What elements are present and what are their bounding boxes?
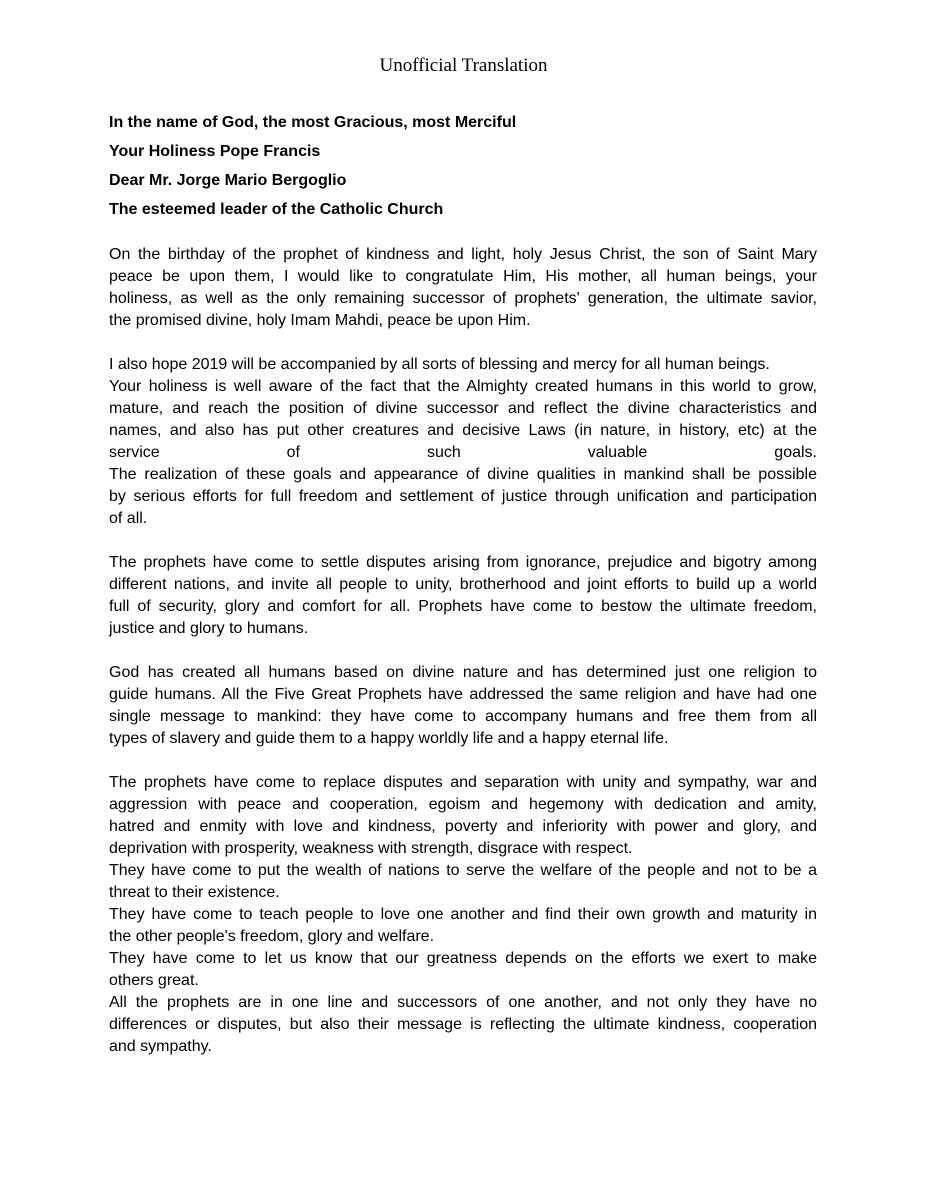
text-line: types of slavery and guide them to a happy worldly life and a happy eternal life. — [109, 730, 669, 747]
salutation-line: In the name of God, the most Gracious, most Merciful — [109, 114, 517, 131]
text-line: aggression with peace and cooperation, egoism and hegemony with dedication and amity, — [109, 796, 817, 813]
letter-body — [109, 244, 817, 1080]
text-line: justice and glory to humans. — [109, 620, 309, 637]
text-line: others great. — [109, 972, 199, 989]
text-line: guide humans. All the Five Great Prophets have addressed the same religion and have had one — [109, 686, 817, 703]
text-line: They have come to teach people to love one another and find their own growth and maturity in — [109, 906, 817, 923]
text-line: different nations, and invite all people to unity, brotherhood and joint efforts to build up a world — [109, 576, 817, 593]
text-line: The prophets have come to replace disputes and separation with unity and sympathy, war and — [109, 774, 817, 791]
salutation-line: Dear Mr. Jorge Mario Bergoglio — [109, 172, 347, 189]
text-line: of all. — [109, 510, 148, 527]
paragraph — [109, 552, 817, 640]
text-line: threat to their existence. — [109, 884, 280, 901]
text-line: I also hope 2019 will be accompanied by all sorts of blessing and mercy for all human beings. — [109, 356, 770, 373]
text-line: by serious efforts for full freedom and settlement of justice through unification and participation — [109, 488, 817, 505]
text-line: The prophets have come to settle disputes arising from ignorance, prejudice and bigotry among — [109, 554, 817, 571]
text-line: the promised divine, holy Imam Mahdi, peace be upon Him. — [109, 312, 531, 329]
text-line: deprivation with prosperity, weakness with strength, disgrace with respect. — [109, 840, 633, 857]
text-line: They have come to put the wealth of nations to serve the welfare of the people and not to be a — [109, 862, 817, 879]
text-line: They have come to let us know that our greatness depends on the efforts we exert to make — [109, 950, 817, 967]
document-title: Unofficial Translation — [379, 55, 548, 76]
text-line: On the birthday of the prophet of kindness and light, holy Jesus Christ, the son of Saint Mary — [109, 246, 817, 263]
text-line: hatred and enmity with love and kindness, poverty and inferiority with power and glory, and — [109, 818, 817, 835]
text-line: holiness, as well as the only remaining successor of prophets' generation, the ultimate savior, — [109, 290, 817, 307]
paragraph — [109, 354, 817, 530]
text-line: single message to mankind: they have come to accompany humans and free them from all — [109, 708, 817, 725]
salutation-line: The esteemed leader of the Catholic Church — [109, 201, 444, 218]
text-line: mature, and reach the position of divine successor and reflect the divine characteristics and — [109, 400, 817, 417]
salutation-line: Your Holiness Pope Francis — [109, 143, 321, 160]
text-line: names, and also has put other creatures and decisive Laws (in nature, in history, etc) at the — [109, 422, 817, 439]
text-line: service of such valuable goals. — [109, 444, 817, 461]
text-line: Your holiness is well aware of the fact that the Almighty created humans in this world to grow, — [109, 378, 817, 395]
text-line: full of security, glory and comfort for all. Prophets have come to bestow the ultimate freedom, — [109, 598, 817, 615]
paragraph — [109, 662, 817, 750]
text-line: and sympathy. — [109, 1038, 212, 1055]
text-line: All the prophets are in one line and successors of one another, and not only they have no — [109, 994, 817, 1011]
paragraph — [109, 244, 817, 332]
text-line: the other people's freedom, glory and welfare. — [109, 928, 435, 945]
text-line: peace be upon them, I would like to congratulate Him, His mother, all human beings, your — [109, 268, 817, 285]
text-line: God has created all humans based on divine nature and has determined just one religion to — [109, 664, 817, 681]
paragraph — [109, 772, 817, 1058]
salutation-block — [109, 108, 819, 224]
text-line: The realization of these goals and appearance of divine qualities in mankind shall be possible — [109, 466, 817, 483]
text-line: differences or disputes, but also their message is reflecting the ultimate kindness, cooperation — [109, 1016, 817, 1033]
